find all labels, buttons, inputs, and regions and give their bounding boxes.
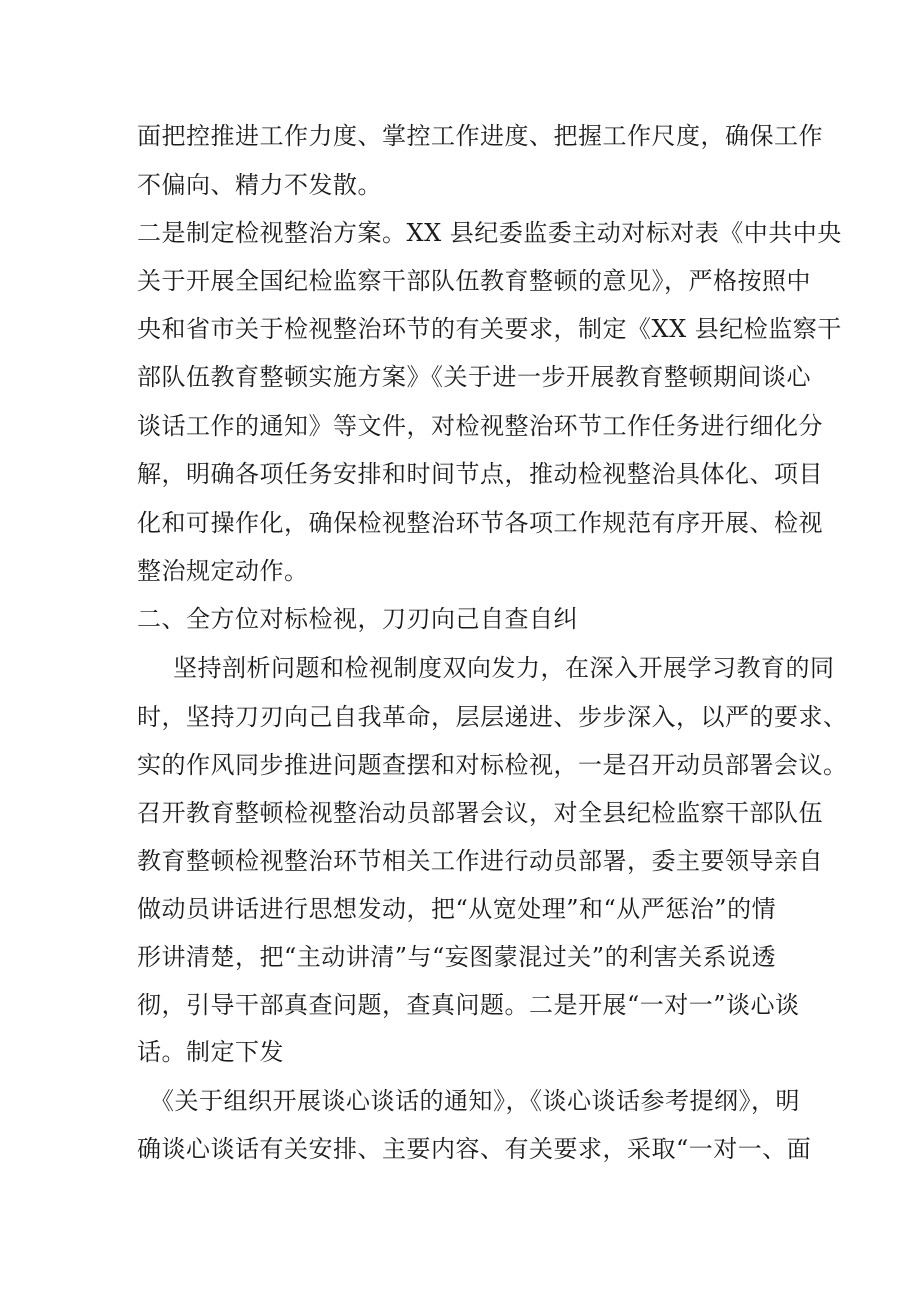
- text-line: 面把控推进工作力度、掌控工作进度、把握工作尺度，确保工作: [137, 122, 823, 150]
- text-line: 召开教育整顿检视整治动员部署会议，对全县纪检监察干部队伍: [137, 799, 823, 827]
- text-line: 不偏向、精力不发散。: [137, 171, 382, 199]
- text-line: 二是制定检视整治方案。XX 县纪委监委主动对标对表《中共中央: [137, 219, 842, 247]
- text-line: 彻，引导干部真查问题，查真问题。二是开展“一对一”谈心谈: [137, 991, 800, 1019]
- text-line: 关于开展全国纪检监察干部队伍教育整顿的意见》，严格按照中: [137, 267, 811, 295]
- text-line: 整治规定动作。: [137, 557, 309, 585]
- text-line: 时，坚持刀刃向己自我革命，层层递进、步步深入，以严的要求、: [137, 703, 848, 731]
- text-line: 话。制定下发: [137, 1038, 284, 1066]
- text-line: 坚持剖析问题和检视制度双向发力，在深入开展学习教育的同: [173, 654, 835, 682]
- text-line: 央和省市关于检视整治环节的有关要求，制定《XX 县纪检监察干: [137, 315, 842, 343]
- text-line: 解，明确各项任务安排和时间节点，推动检视整治具体化、项目: [137, 460, 823, 488]
- text-line: 教育整顿检视整治环节相关工作进行动员部署，委主要领导亲自: [137, 847, 823, 875]
- text-line: 实的作风同步推进问题查摆和对标检视，一是召开动员部署会议。: [137, 751, 848, 779]
- text-line: 化和可操作化，确保检视整治环节各项工作规范有序开展、检视: [137, 509, 823, 537]
- text-line: 《关于组织开展谈心谈话的通知》，《谈心谈话参考提纲》，明: [150, 1087, 800, 1115]
- text-line: 部队伍教育整顿实施方案》《关于进一步开展教育整顿期间谈心: [137, 363, 811, 391]
- text-line: 形讲清楚，把“主动讲清”与“妄图蒙混过关”的利害关系说透: [137, 943, 777, 971]
- text-line: 确谈心谈话有关安排、主要内容、有关要求，采取“一对一、面: [137, 1135, 812, 1163]
- text-line: 谈话工作的通知》等文件，对检视整治环节工作任务进行细化分: [137, 412, 823, 440]
- section-heading: 二、全方位对标检视，刀刃向己自查自纠: [137, 605, 578, 633]
- text-line: 做动员讲话进行思想发动，把“从宽处理”和“从严惩治”的情: [137, 895, 777, 923]
